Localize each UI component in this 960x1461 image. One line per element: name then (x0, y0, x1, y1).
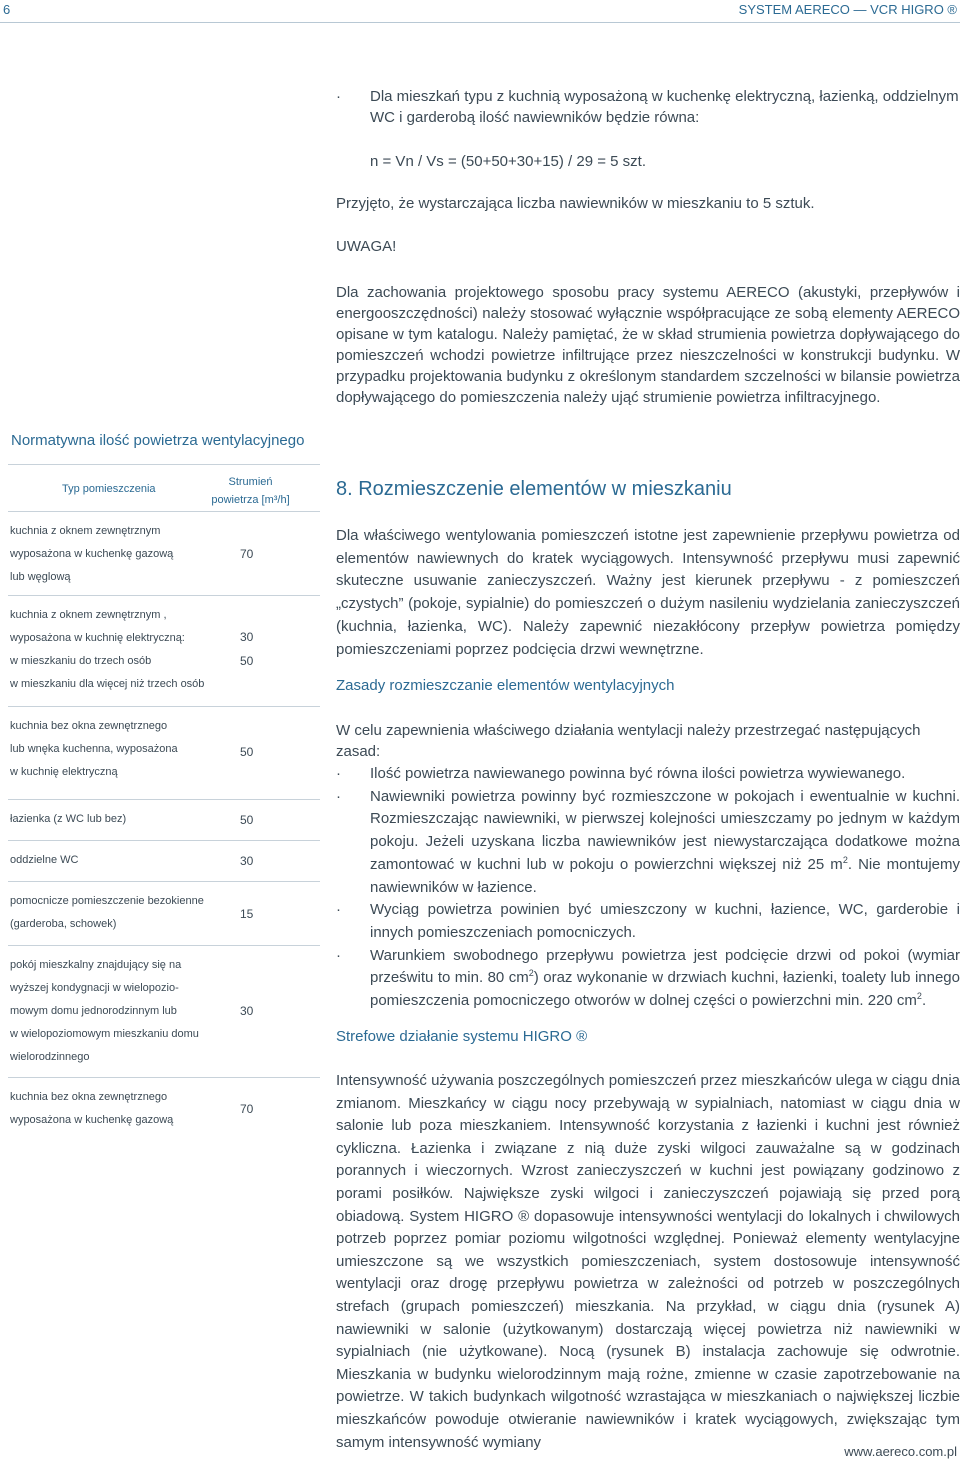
rules-heading: Zasady rozmieszczanie elementów wentylacyjnych (336, 677, 675, 694)
table-row (8, 1078, 320, 1140)
section-heading: 8. Rozmieszczenie elementów w mieszkaniu (336, 478, 732, 500)
table-title: Normatywna ilość powietrza wentylacyjnego (11, 432, 305, 449)
page-number: 6 (3, 2, 11, 17)
list-item: · Wyciąg powietrza powinien być umieszczony w kuchni, łazience, WC, garderobie i innych pomieszczeniach pomocniczych. (336, 901, 960, 941)
formula: n = Vn / Vs = (50+50+30+15) / 29 = 5 szt. (370, 153, 647, 170)
list-item: · Nawiewniki powietrza powinny być rozmieszczone w pokojach i ewentualnie w kuchni. Rozmieszczając nawiewniki, w pierwszej kolejności umieszczamy po jednym w każdym pokoju. Jeżeli uzyskana liczba nawiewników jest niewystarczająca dodatkowe można zamontować w kuchni lub w pokoju o powierzchni większej niż 25 $m^2$. Nie montujemy nawiewników w łazience. (336, 787, 960, 896)
table-row (8, 882, 320, 946)
zone-text: Intensywność używania poszczególnych pomieszczeń przez mieszkańców ulega w ciągu dnia zmianom. Mieszkańcy w ciągu nocy przebywają w sypialniach, natomiast w ciągu dnia w salonie lub poza mieszkaniem. Intensywność korzystania z łazienki i kuchni jest również cykliczna. Łazienka i związane z nią duże zyski wilgoci zauważalne są w godzinach porannych i wieczornych. Wzrost zanieczyszczeń w kuchni jest powiązany godzinowo z porami posiłków. Największe zyski wilgoci i zanieczyszczeń pojawiają się przed porą obiadową. System HIGRO ® dopasowuje intensywności wentylacji do lokalnych i chwilowych potrzeb poprzez pomiar poziomu wilgotności względnej. Ponieważ elementy wentylacyjne umieszczone są we wszystkich pomieszczeniach, system dostosowuje intensywność wentylacji oraz drogę przepływu powietrza w zależności od potrzeb w poszczególnych strefach (grupach pomieszczeń) mieszkania. Na przykład, w ciągu dnia (rysunek A) nawiewniki w salonie (użytkowanym) dostarczają więcej powietrza niż nawiewniki w sypialniach (nie użytkowane). Nocą (rysunek B) instalacja zachowuje się odwrotnie. Mieszkania w budynku wielorodzinnym mają rożne, zmienne w czasie zapotrzebowanie na powietrze. W takich budynkach wilgotność wzrastająca w mieszkaniach o największej liczbie mieszkańców powoduje otwieranie nawiewników i kratek wyciągowych, zwiększając tym samym intensywność wymiany (336, 1072, 960, 1451)
footer-url: www.aereco.com.pl (844, 1444, 957, 1459)
rules-list (336, 763, 960, 1013)
row-label: łazienka (z WC lub bez) (10, 813, 127, 825)
bullet-marker: · (336, 787, 341, 805)
table-row (8, 800, 320, 841)
intro-text: Dla mieszkań typu z kuchnią wyposażoną w kuchenkę elektryczną, łazienką, oddzielnym WC i garderobą ilość nawiewników będzie równa: (370, 88, 959, 126)
bullet-marker: · (336, 765, 341, 782)
col-air-flow (208, 473, 293, 509)
row-label: kuchnia bez okna zewnętrznego lub wnęka kuchenna, wyposażona w kuchnię elektryczną (10, 720, 178, 778)
row-value: 70 (240, 547, 254, 561)
table-row (8, 841, 320, 882)
rules-intro: W celu zapewnienia właściwego działania wentylacji należy przestrzegać następujących zasad: (336, 722, 921, 760)
row-label: kuchnia bez okna zewnętrznego wyposażona w kuchenkę gazową (10, 1091, 174, 1126)
system-name: SYSTEM AERECO — VCR HIGRO ® (738, 2, 957, 17)
warning-title: UWAGA! (336, 238, 397, 255)
row-value: 30 (240, 630, 254, 644)
page-header (0, 0, 960, 23)
row-value: 50 (240, 745, 254, 759)
bullet-marker: · (336, 946, 341, 964)
col-air-flow-line1: Strumień (228, 476, 273, 488)
table-row (8, 946, 320, 1078)
row-value: 50 (240, 813, 254, 827)
row-label: kuchnia z oknem zewnętrznym , wyposażona w kuchnię elektryczną: w mieszkaniu do trzech osób w mieszkaniu dla więcej niż trzech osób (10, 609, 205, 690)
list-item: · Ilość powietrza nawiewanego powinna być równa ilości powietrza wywiewanego. (336, 763, 960, 786)
row-label: oddzielne WC (10, 854, 79, 866)
row-value: 50 (240, 654, 254, 668)
col-room-type: Typ pomieszczenia (62, 483, 156, 495)
bullet-marker: · (336, 901, 341, 919)
intro-bullet (336, 86, 960, 128)
table-row (8, 596, 320, 707)
accepted-count: Przyjęto, że wystarczająca liczba nawiewników w mieszkaniu to 5 sztuk. (336, 195, 815, 212)
row-label: pokój mieszkalny znajdujący się na wyższej kondygnacji w wielopozio- mowym domu jednorodzinnym lub w wielopoziomowym mieszkaniu domu wielorodzinnego (10, 959, 199, 1063)
row-label: kuchnia z oknem zewnętrznym wyposażona w kuchenkę gazową lub węglową (10, 525, 174, 583)
row-value: 15 (240, 907, 254, 921)
row-label: pomocnicze pomieszczenie bezokienne (garderoba, schowek) (10, 895, 204, 930)
bullet-marker: · (336, 88, 341, 105)
table-header (8, 464, 320, 512)
col-air-flow-line2: powietrza [m³/h] (211, 494, 290, 506)
table-row (8, 512, 320, 596)
air-volume-table (8, 464, 320, 1140)
section-intro: Dla właściwego wentylowania pomieszczeń istotne jest zapewnienie przepływu powietrza od elementów nawiewnych do kratek wyciągowych. Intensywność przepływu musi zapewnić skuteczne usuwanie zanieczyszczeń. Ważny jest kierunek przepływu - z pomieszczeń „czystych” (pokoje, sypialnie) do pomieszczeń o dużym nasileniu wydzielania zanieczyszczeń (kuchnia, łazienka, WC). Należy zapewnić niezakłócony przepływ powietrza pomiędzy pomieszczeniami poprzez podcięcia drzwi wewnętrzne. (336, 527, 960, 658)
row-value: 30 (240, 1004, 254, 1018)
list-item: · Warunkiem swobodnego przepływu powietrza jest podcięcie drzwi od pokoi (wymiar prześwitu to min. 80 $cm^2$) oraz wykonanie w drzwiach kuchni, łazienki, toalety lub innego pomieszczenia pomocniczego otworów w dolnej części o powierzchni min. 220 $cm^2$. (336, 946, 960, 1010)
row-value: 70 (240, 1102, 254, 1116)
table-row (8, 707, 320, 800)
warning-text: Dla zachowania projektowego sposobu pracy systemu AERECO (akustyki, przepływów i energooszczędności) należy stosować wyłącznie współpracujące ze sobą elementy AERECO opisane w tym katalogu. Należy pamiętać, że w skład strumienia powietrza dopływającego do pomieszczeń wchodzi powietrze infiltrujące przez nieszczelności w konstrukcji budynku. W przypadku projektowania budynku z określonym standardem szczelności w bilansie powietrza dopływającego do pomieszczenia należy ująć strumienie powietrza infiltracyjnego. (336, 284, 960, 406)
zone-heading: Strefowe działanie systemu HIGRO ® (336, 1028, 588, 1045)
row-value: 30 (240, 854, 254, 868)
